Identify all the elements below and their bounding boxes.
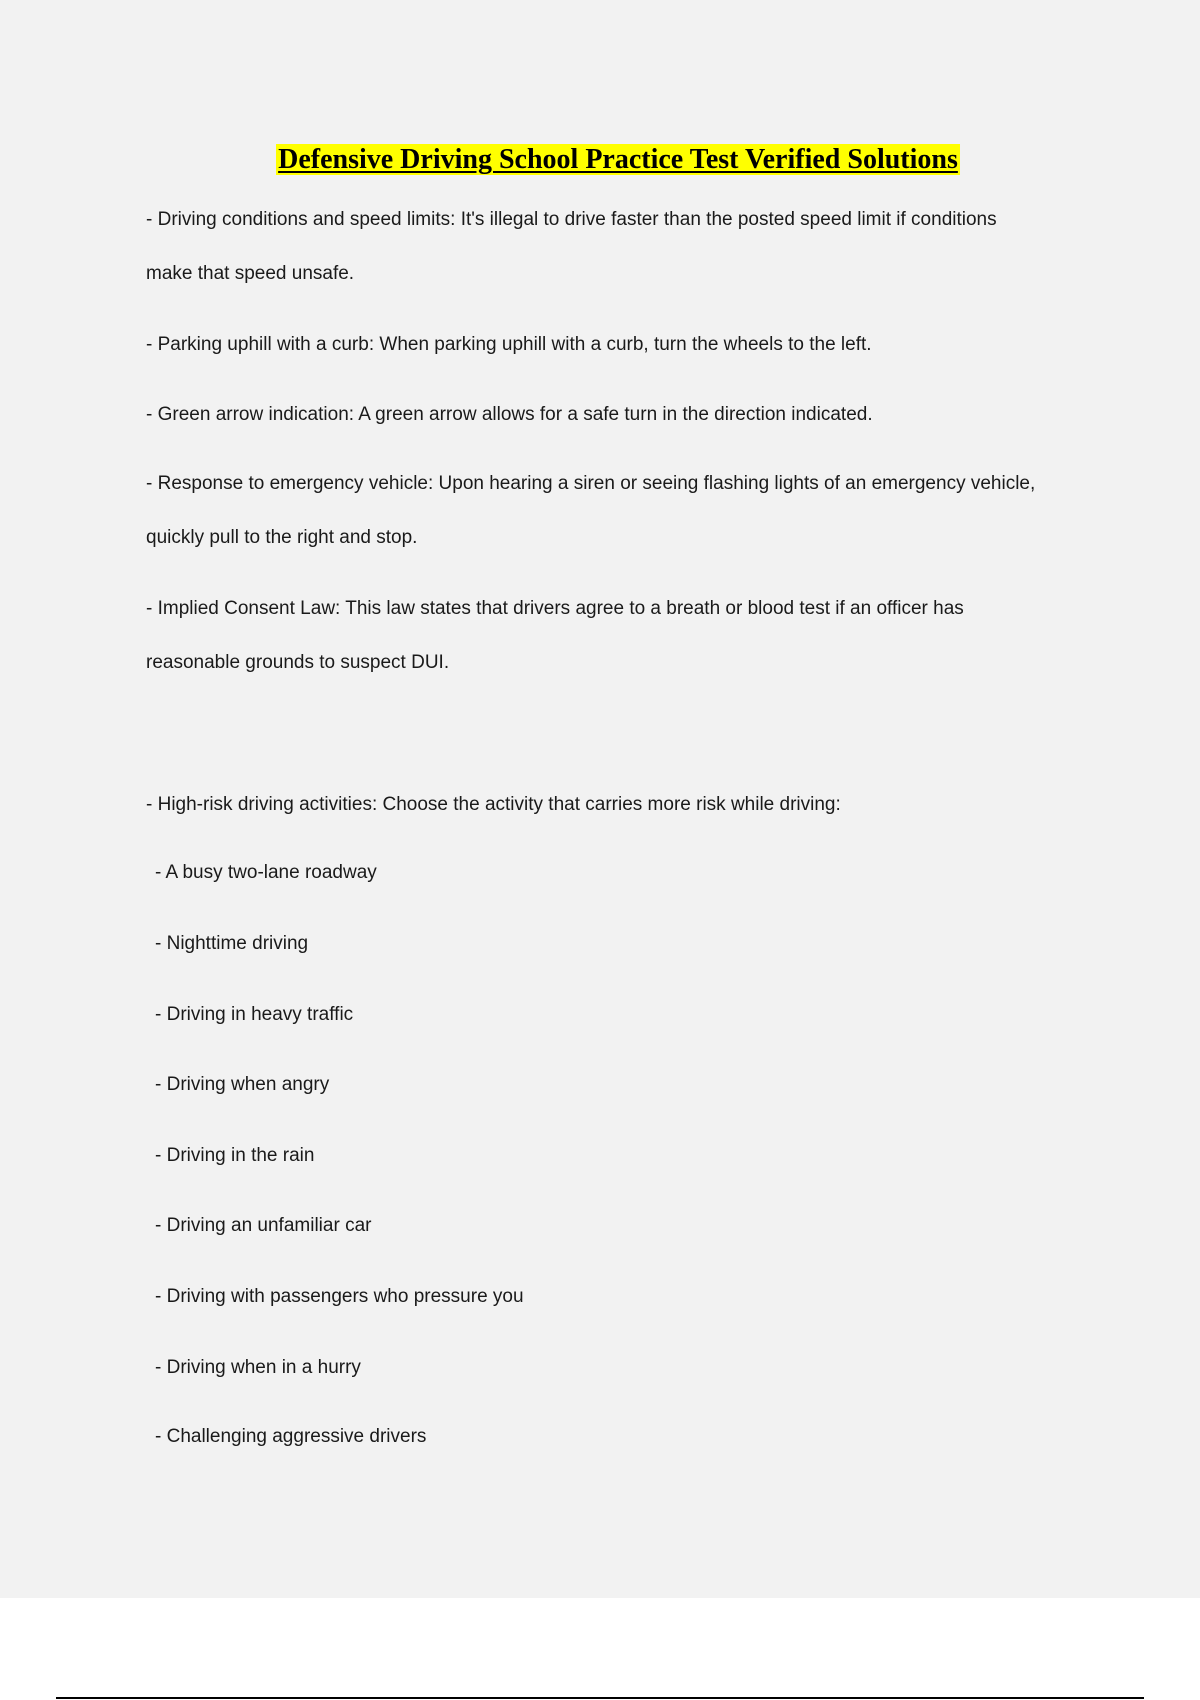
answer-line-green-arrow: - Green arrow indication: A green arrow allows for a safe turn in the direction indicated. — [146, 404, 873, 425]
option-item: - Driving with passengers who pressure you — [155, 1286, 524, 1307]
answer-line-speed-limits-cont: make that speed unsafe. — [146, 263, 355, 284]
answer-line-parking-uphill: - Parking uphill with a curb: When parking uphill with a curb, turn the wheels to the left. — [146, 334, 872, 355]
option-item: - Driving in the rain — [155, 1145, 315, 1166]
answer-line-speed-limits: - Driving conditions and speed limits: It's illegal to drive faster than the posted speed limit if conditions — [146, 209, 997, 230]
answer-line-implied-consent-cont: reasonable grounds to suspect DUI. — [146, 652, 450, 673]
option-item: - Driving when angry — [155, 1074, 330, 1095]
option-item: - A busy two-lane roadway — [155, 862, 377, 883]
option-item: - Nighttime driving — [155, 933, 309, 954]
highlighted-title-text: Defensive Driving School Practice Test Verified Solutions — [278, 144, 958, 175]
answer-line-emergency-vehicle-cont: quickly pull to the right and stop. — [146, 527, 418, 548]
question-line-high-risk: - High-risk driving activities: Choose the activity that carries more risk while driving: — [146, 794, 841, 815]
page-bottom-rule — [56, 1697, 1144, 1699]
answer-line-emergency-vehicle: - Response to emergency vehicle: Upon hearing a siren or seeing flashing lights of an emergency vehicle, — [146, 473, 1036, 494]
option-item: - Driving when in a hurry — [155, 1357, 361, 1378]
option-item: - Driving an unfamiliar car — [155, 1215, 372, 1236]
option-item: - Driving in heavy traffic — [155, 1004, 354, 1025]
answer-line-implied-consent: - Implied Consent Law: This law states that drivers agree to a breath or blood test if an officer has — [146, 598, 964, 619]
document-title — [0, 143, 1200, 177]
option-item: - Challenging aggressive drivers — [155, 1426, 427, 1447]
